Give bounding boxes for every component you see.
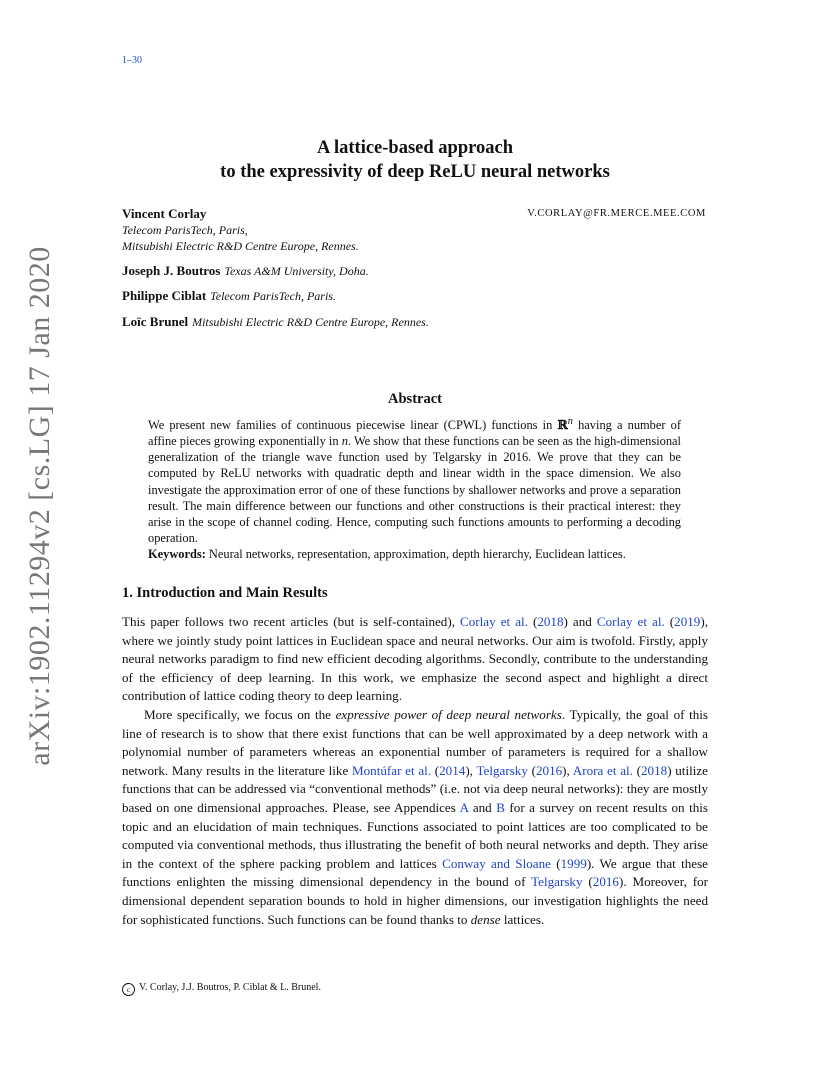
copyright-footer [122, 982, 321, 996]
abstract-heading: Abstract [388, 391, 442, 407]
abstract-text: . We show that these functions can be seen as the high-dimensional generalization of the triangle wave function used by Telgarsky in 2016. We prove that they can be computed by ReLU networks with quadratic depth and linear width in the space dimension. We also investigate the approximation error of one of these functions by shallower networks and prove a separation result. The main difference between our functions and other constructions is their practical interest: they arise in the scope of channel coding. Hence, computing such functions amounts to performing a decoding operation. [148, 434, 681, 545]
emphasis: dense [470, 911, 501, 927]
author-name: Philippe Ciblat [122, 288, 207, 303]
arxiv-identifier-stamp: arXiv:1902.11294v2 [cs.LG] 17 Jan 2020 [23, 246, 56, 766]
keywords-label: Keywords: [148, 546, 206, 561]
citation-link[interactable]: Corlay et al. [460, 614, 528, 629]
author-block-4 [122, 313, 429, 331]
paragraph-2: More specifically, we focus on the expressive power of deep neural networks. Typically, the goal of this line of research is to show that there exist functions that can be well approximated by a deep network with a polynomial number of parameters whereas an exponential number of parameters is required for a shallow network. Many results in the literature like Montúfar et al. (2014), Telgarsky (2016), Arora et al. (2018) utilize functions that can be addressed via “conventional methods” (i.e. not via deep neural networks): they are mostly based on one dimensional approaches. Please, see Appendices A and B for a survey on recent results on this topic and an elucidation of main techniques. Functions associated to point lattices are too complicated to be computed via conventional methods, thus illustrating the benefit of both neural networks and depth. They arise in the context of the sphere packing problem and lattices Conway and Sloane (1999). We argue that these functions enlighten the missing dimensional dependency in the bound of Telgarsky (2016). Moreover, for dimensional dependent separation bounds to hold in higher dimensions, our investigation highlights the need for sophisticated functions. Such functions can be found thanks to dense lattices. [122, 706, 709, 927]
citation-year-link[interactable]: 1999 [560, 855, 587, 871]
citation-year-link[interactable]: 2019 [674, 614, 701, 629]
citation-year-link[interactable]: 2016 [592, 874, 619, 890]
citation-year-link[interactable]: 2014 [439, 762, 466, 778]
real-numbers-symbol: ℝ [557, 417, 568, 433]
citation-link[interactable]: Telgarsky [531, 874, 583, 890]
emphasis: expressive power of deep neural networks [335, 706, 562, 722]
author-affiliation: Mitsubishi Electric R&D Centre Europe, Rennes. [192, 315, 429, 329]
author-block-1 [122, 206, 359, 254]
author-affiliation: Telecom ParisTech, Paris. [210, 289, 336, 303]
citation-year-link[interactable]: 2016 [535, 762, 563, 778]
title-line-1: A lattice-based approach [317, 138, 513, 158]
author-block-2 [122, 262, 369, 280]
citation-year-link[interactable]: 2018 [641, 762, 668, 778]
title-line-2: to the expressivity of deep ReLU neural networks [220, 162, 610, 182]
section-heading: 1. Introduction and Main Results [122, 585, 328, 601]
author-email[interactable]: V.CORLAY@FR.MERCE.MEE.COM [527, 208, 706, 219]
abstract-text: We present new families of continuous piecewise linear (CPWL) functions in [148, 418, 558, 433]
citation-link[interactable]: Telgarsky [476, 762, 528, 778]
author-name: Joseph J. Boutros [122, 263, 221, 278]
keywords [148, 546, 681, 562]
appendix-link[interactable]: A [459, 799, 469, 815]
dimension-n: n [567, 416, 573, 427]
copyright-icon: c [122, 983, 135, 996]
appendix-link[interactable]: B [496, 799, 505, 815]
abstract-text: having a number of affine pieces growing exponentially in [148, 418, 681, 449]
abstract-paragraph [148, 414, 681, 546]
citation-link[interactable]: Conway and Sloane [442, 855, 551, 871]
copyright-text: V. Corlay, J.J. Boutros, P. Ciblat & L. Brunel. [139, 982, 321, 993]
citation-link[interactable]: Corlay et al. [596, 614, 665, 629]
author-name: Vincent Corlay [122, 206, 207, 221]
author-affiliation: Mitsubishi Electric R&D Centre Europe, Rennes. [122, 239, 359, 253]
section-body [122, 613, 708, 929]
dimension-n: n [341, 434, 348, 449]
author-name: Loïc Brunel [122, 314, 189, 329]
keywords-list: Neural networks, representation, approximation, depth hierarchy, Euclidean lattices. [205, 546, 626, 561]
author-affiliation: Telecom ParisTech, Paris, [122, 223, 248, 237]
paragraph-1: This paper follows two recent articles (but is self-contained), Corlay et al. (2018) and Corlay et al. (2019), where we jointly study point lattices in Euclidean space and neural networks. Our aim is twofold. Firstly, apply neural networks paradigm to find new efficient decoding algorithms. Secondly, contribute to the understanding of the efficiency of deep learning. In this work, we emphasize the second aspect and highlight a direct contribution of lattice coding theory to deep learning. [122, 614, 708, 704]
citation-year-link[interactable]: 2018 [537, 614, 564, 629]
author-block-3 [122, 287, 336, 305]
citation-link[interactable]: Montúfar et al. [351, 762, 432, 778]
page-number[interactable]: 1–30 [122, 55, 142, 66]
abstract-body [148, 414, 681, 562]
citation-link[interactable]: Arora et al. [572, 762, 633, 778]
author-affiliation: Texas A&M University, Doha. [224, 264, 369, 278]
paper-title [120, 136, 710, 184]
